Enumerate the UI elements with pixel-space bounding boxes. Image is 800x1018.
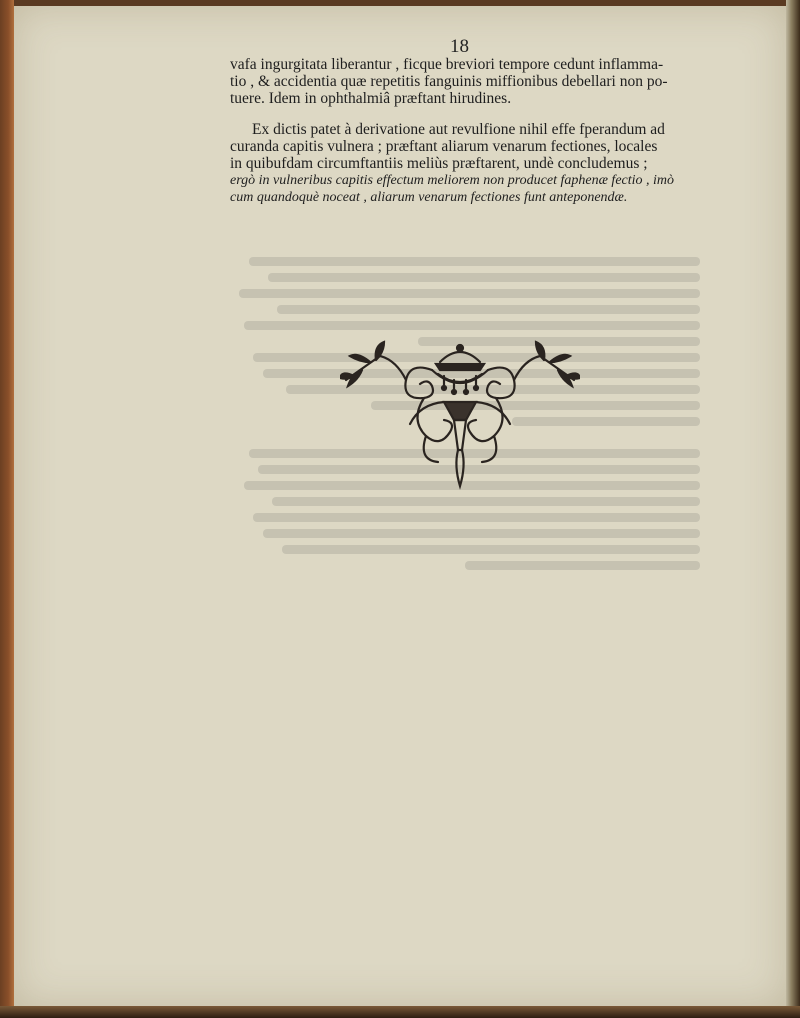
page-number: 18 [450,36,469,57]
book-binding-left [0,0,14,1018]
text-line: Ex dictis patet à derivatione aut revulfione nihil effe fperandum ad [252,121,665,138]
text-line: tio , & accidentia quæ repetitis fanguinis miffionibus debellari non po- [230,73,668,90]
text-body [230,56,698,218]
text-line: vafa ingurgitata liberantur , ficque breviori tempore cedunt inflamma- [230,56,664,73]
paragraph-2 [230,121,698,206]
book-page-edge-right [786,0,800,1018]
book-binding-bottom [0,1006,800,1018]
paragraph-1 [230,56,698,107]
italic-text-line: cum quandoquè noceat , aliarum venarum fectiones funt anteponendæ. [230,190,628,205]
text-line: in quibufdam circumftantiis meliùs præftarent, undè concludemus ; [230,155,648,172]
text-line: curanda capitis vulnera ; præftant aliarum venarum fectiones, locales [230,138,658,155]
italic-text-line: ergò in vulneribus capitis effectum meliorem non producet faphenæ fectio , imò [230,173,675,188]
text-line: tuere. Idem in ophthalmiâ præftant hirudines. [230,90,512,107]
vase-scroll-foliage-ornament-icon [340,340,580,490]
